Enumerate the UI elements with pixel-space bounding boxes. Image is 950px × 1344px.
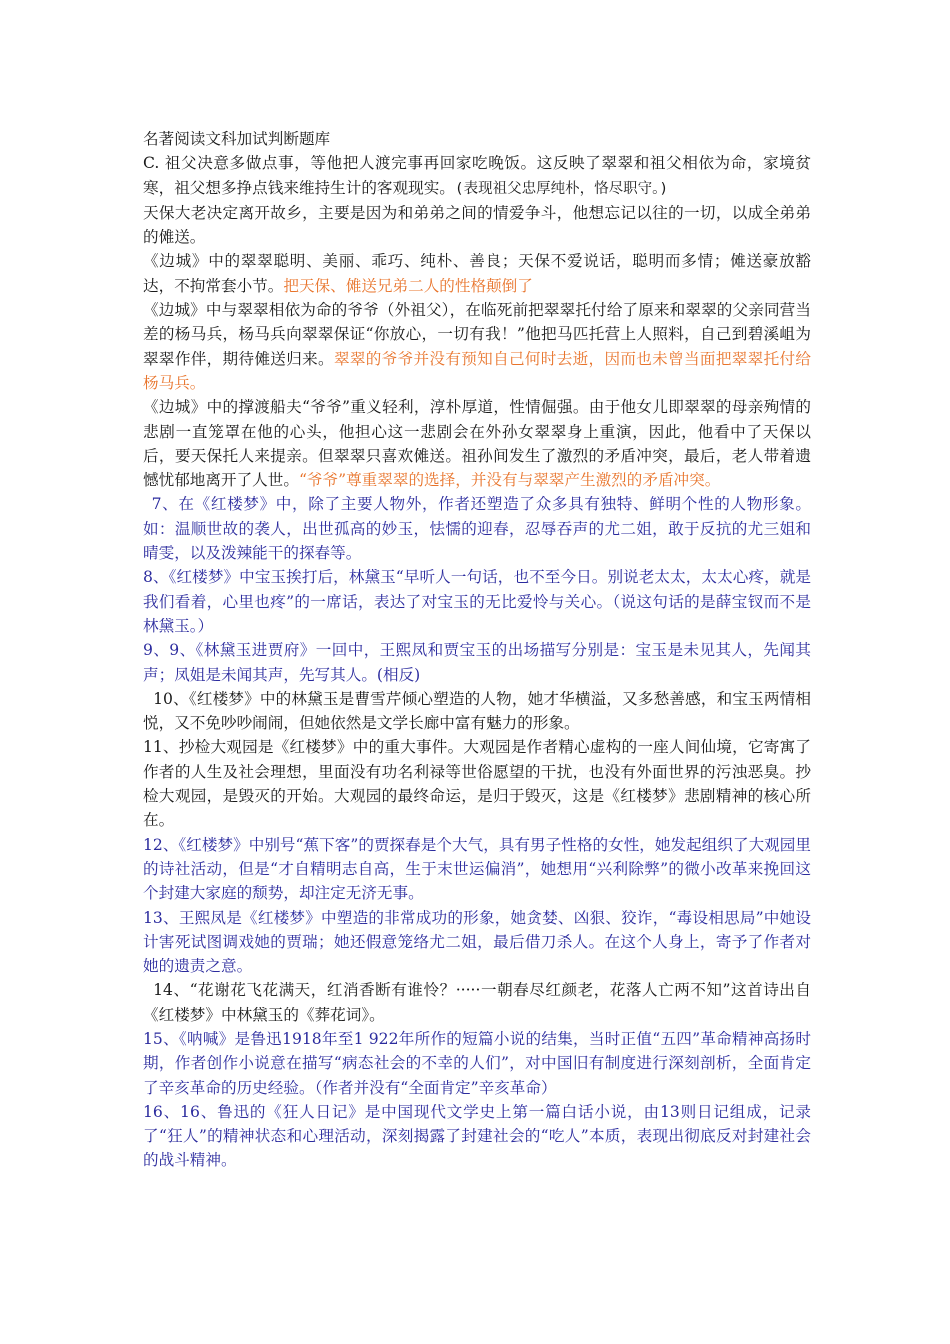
item-ferryman-text: 《边城》中的撑渡船夫“爷爷”重义轻利，淳朴厚道，性情倔强。由于他女儿即翠翠的母亲殉情的悲剧一直笼罩在他的心头，他担心这一悲剧会在外孙女翠翠身上重演，因此，他看中了天保以后，要天保托人来提亲。但翠翠只喜欢傩送。祖孙间发生了激烈的矛盾冲突，最后，老人带着遗憾忧郁地离开了人世。 [143, 398, 811, 490]
item-7-paragraph: 7、在《红楼梦》中，除了主要人物外，作者还塑造了众多具有独特、鲜明个性的人物形象。如：温顺世故的袭人，出世孤高的妙玉，怯懦的迎春，忍辱吞声的尤二姐，敢于反抗的尤三姐和晴雯，以及泼辣能干的探春等。 [143, 495, 811, 563]
item-character-paragraph [143, 249, 811, 298]
item-12-paragraph: 12、《红楼梦》中别号“蕉下客”的贾探春是个大气，具有男子性格的女性，她发起组织了大观园里的诗社活动，但是“才自精明志自高，生于末世运偏消”，她想用“兴利除弊”的微小改革来挽回这个封建大家庭的颓势，却注定无济无事。 [143, 835, 811, 903]
item-grandpa-text: 《边城》中与翠翠相依为命的爷爷（外祖父），在临死前把翠翠托付给了原来和翠翠的父亲同营当差的杨马兵，杨马兵向翠翠保证“你放心，一切有我！”他把马匹托营上人照料，自己到碧溪岨为翠翠作伴，期待傩送归来。 [143, 301, 811, 368]
item-c-paragraph [143, 151, 811, 201]
item-character-text: 《边城》中的翠翠聪明、美丽、乖巧、纯朴、善良；天保不爱说话，聪明而多情；傩送豪放豁达，不拘常套小节。 [143, 252, 811, 295]
item-13-paragraph: 13、王熙凤是《红楼梦》中塑造的非常成功的形象，她贪婪、凶狠、狡诈，“毒设相思局”中她设计害死试图调戏她的贾瑞；她还假意笼络尤二姐，最后借刀杀人。在这个人身上，寄予了作者对她的遗责之意。 [143, 908, 811, 976]
item-c-note: (表现祖父忠厚纯朴，恪尽职守。) [454, 180, 669, 197]
item-character-correction: 把天保、傩送兄弟二人的性格颠倒了 [283, 276, 533, 295]
item-10-paragraph: 10、《红楼梦》中的林黛玉是曹雪芹倾心塑造的人物，她才华横溢，又多愁善感，和宝玉两情相悦，又不免吵吵闹闹，但她依然是文学长廊中富有魅力的形象。 [143, 689, 811, 733]
item-c-text: C. 祖父决意多做点事，等他把人渡完事再回家吃晚饭。这反映了翠翠和祖父相依为命，家境贫寒，祖父想多挣点钱来维持生计的客观现实。 [143, 154, 811, 197]
item-15-paragraph: 15、《呐喊》是鲁迅1918年至1 922年所作的短篇小说的结集，当时正值“五四”革命精神高扬时期，作者创作小说意在描写“病态社会的不幸的人们”，对中国旧有制度进行深刻剖析，全面肯定了辛亥革命的历史经验。（作者并没有“全面肯定”辛亥革命） [143, 1029, 811, 1097]
item-ferryman-paragraph [143, 395, 811, 492]
item-11-paragraph: 11、抄检大观园是《红楼梦》中的重大事件。大观园是作者精心虚构的一座人间仙境，它寄寓了作者的人生及社会理想，里面没有功名利禄等世俗愿望的干扰，也没有外面世界的污浊恶臭。抄检大观园，是毁灭的开始。大观园的最终命运，是归于毁灭，这是《红楼梦》悲剧精神的核心所在。 [143, 738, 811, 830]
item-grandpa-paragraph [143, 298, 811, 395]
item-ferryman-correction: “爷爷”尊重翠翠的选择，并没有与翠翠产生激烈的矛盾冲突。 [298, 471, 721, 490]
item-8-paragraph: 8、《红楼梦》中宝玉挨打后，林黛玉“早听人一句话，也不至今日。别说老太太，太太心疼，就是我们看着，心里也疼”的一席话，表达了对宝玉的无比爱怜与关心。（说这句话的是薛宝钗而不是林黛玉。） [143, 568, 811, 635]
item-tianbao-paragraph: 天保大老决定离开故乡，主要是因为和弟弟之间的情爱争斗，他想忘记以往的一切，以成全弟弟的傩送。 [143, 203, 811, 247]
item-14-paragraph: 14、“花谢花飞花满天，红消香断有谁怜？·····一朝春尽红颜老，花落人亡两不知”这首诗出自《红楼梦》中林黛玉的《葬花词》。 [143, 981, 811, 1024]
item-grandpa-correction: 翠翠的爷爷并没有预知自己何时去逝，因而也未曾当面把翠翠托付给杨马兵。 [143, 349, 811, 392]
item-9-paragraph: 9、9、《林黛玉进贾府》一回中，王熙凤和贾宝玉的出场描写分别是：宝玉是未见其人，先闻其声；凤姐是未闻其声，先写其人。(相反) [143, 641, 811, 684]
document-title: 名著阅读文科加试判断题库 [143, 130, 331, 148]
document-page [143, 127, 811, 1173]
item-16-paragraph: 16、16、鲁迅的《狂人日记》是中国现代文学史上第一篇白话小说，由13则日记组成，记录了“狂人”的精神状态和心理活动，深刻揭露了封建社会的“吃人”本质，表现出彻底反对封建社会的战斗精神。 [143, 1102, 811, 1170]
